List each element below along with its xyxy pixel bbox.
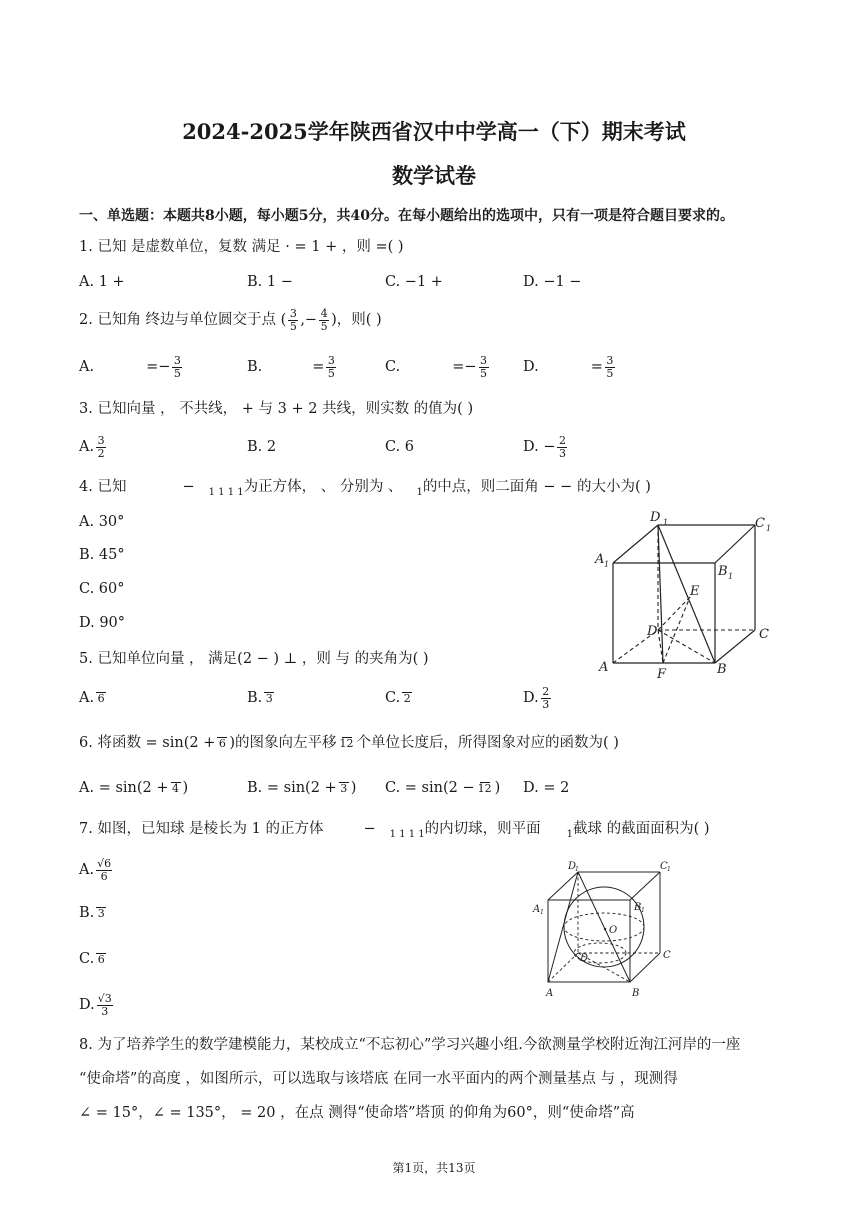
q4-label-b: B	[717, 662, 727, 677]
q7-label-c1: C	[660, 861, 668, 872]
q2-point-y: $\frac{4}{5}$	[320, 306, 328, 333]
q4-label-a1: A	[595, 552, 605, 567]
q1-option-a: A. 1 +	[79, 274, 125, 290]
q1-option-c: C. −1 +	[385, 274, 443, 290]
page-footer: 第1页，共13页	[392, 1161, 476, 1175]
q7-option-c: C. 6	[79, 951, 105, 967]
q1-stem: 1. 已知 是虚数单位，复数 满足 · = 1 + ，则 =( )	[79, 239, 404, 255]
svg-text:1: 1	[604, 560, 610, 569]
q4-label-c: C	[759, 627, 769, 642]
q7-option-a: A. $\frac{√6}{6}$	[79, 856, 112, 883]
q6-option-d: D. = 2	[523, 780, 570, 796]
q7-label-d1: D	[568, 861, 577, 872]
svg-text:1: 1	[766, 524, 772, 533]
svg-text:1: 1	[540, 909, 544, 916]
q4-label-b1: B	[718, 564, 728, 579]
q5-option-c: C. 2	[385, 690, 411, 706]
q5-option-a: A. 6	[79, 690, 105, 706]
q7-stem: 7. 如图，已知球 是棱长为 1 的正方体 − $_{1 1 1 1}$的内切球，则平面 $_1$截球 的截面面积为( )	[79, 821, 710, 840]
q2-stem: 2. 已知角 终边与单位圆交于点 ( $\frac{3}{5}$ ,− $\frac{4}{5}$ )，则( )	[79, 306, 382, 333]
q7-label-a: A	[546, 988, 554, 999]
q8-line-3: ∠ = 15°，∠ = 135°， = 20 ，在点 测得“使命塔”塔顶 的仰角为60°，则“使命塔”高	[79, 1105, 635, 1121]
q2-point-x: $\frac{3}{5}$	[289, 306, 297, 333]
svg-text:1: 1	[728, 572, 734, 581]
q5-option-d: D. $\frac{2}{3}$	[523, 684, 550, 711]
q4-option-b: B. 45°	[79, 547, 125, 563]
q4-label-a: A	[599, 660, 609, 675]
q3-option-b: B. 2	[247, 439, 277, 455]
page-subtitle: 数学试卷	[392, 163, 476, 188]
svg-text:1: 1	[663, 518, 669, 527]
q4-stem: 4. 已知 − $_{1 1 1 1}$为正方体， 、 分别为 、 $_1$的中点，则二面角 − − 的大小为( )	[79, 479, 651, 498]
q4-label-d: D	[647, 624, 658, 639]
q4-label-e: E	[690, 584, 700, 599]
q1-option-d: D. −1 −	[523, 274, 582, 290]
q7-label-c: C	[663, 950, 671, 961]
q3-option-c: C. 6	[385, 439, 415, 455]
q8-line-2: “使命塔”的高度 ，如图所示，可以选取与该塔底 在同一水平面内的两个测量基点 与 ，现测得	[79, 1071, 678, 1087]
q4-option-d: D. 90°	[79, 615, 126, 631]
q3-option-a: A. $\frac{3}{2}$	[79, 433, 105, 460]
q4-option-a: A. 30°	[79, 514, 125, 530]
section-heading: 一、单选题：本题共8小题，每小题5分，共40分。在每小题给出的选项中，只有一项是符合题目要求的。	[79, 208, 734, 224]
svg-text:1: 1	[641, 907, 645, 914]
q5-option-b: B. 3	[247, 690, 273, 706]
q6-stem: 6. 将函数 = sin(2 + 6 )的图象向左平移 12 个单位长度后，所得图象对应的函数为( )	[79, 735, 619, 751]
q4-cube-figure	[590, 505, 790, 685]
q3-option-d: D. − $\frac{2}{3}$	[523, 433, 566, 460]
q8-line-1: 8. 为了培养学生的数学建模能力，某校成立“不忘初心”学习兴趣小组.今欲测量学校附近洵江河岸的一座	[79, 1037, 741, 1053]
q7-label-b: B	[632, 988, 640, 999]
q2-option-c: C. =− $\frac{3}{5}$	[385, 353, 487, 380]
q6-option-a: A. = sin(2 + 4 )	[79, 780, 189, 796]
q5-stem: 5. 已知单位向量 ， 满足(2 − ) ⊥ ，则 与 的夹角为( )	[79, 651, 429, 667]
q6-option-b: B. = sin(2 + 3 )	[247, 780, 357, 796]
page-title: 2024-2025学年陕西省汉中中学高一（下）期末考试	[182, 119, 686, 144]
q2-option-a: A. =− $\frac{3}{5}$	[79, 353, 181, 380]
q2-option-b: B. = $\frac{3}{5}$	[247, 353, 335, 380]
q7-label-b1: B	[634, 902, 642, 913]
q7-label-a1: A	[533, 904, 541, 915]
q2-option-d: D. = $\frac{3}{5}$	[523, 353, 614, 380]
q4-label-c1: C	[755, 516, 765, 531]
svg-text:1: 1	[667, 866, 671, 873]
q1-option-b: B. 1 −	[247, 274, 293, 290]
q4-label-d1: D	[650, 510, 661, 525]
q4-option-c: C. 60°	[79, 581, 125, 597]
q6-option-c: C. = sin(2 − 12 )	[385, 780, 501, 796]
q7-label-o: O	[609, 925, 618, 936]
q4-label-f: F	[657, 667, 667, 682]
q7-option-b: B. 3	[79, 905, 105, 921]
q3-stem: 3. 已知向量 ， 不共线， + 与 3 + 2 共线，则实数 的值为( )	[79, 401, 474, 417]
q7-label-d: D	[580, 953, 589, 964]
q7-option-d: D. $\frac{√3}{3}$	[79, 991, 112, 1018]
q7-cube-sphere-figure	[530, 855, 680, 1005]
svg-text:1: 1	[575, 866, 579, 873]
